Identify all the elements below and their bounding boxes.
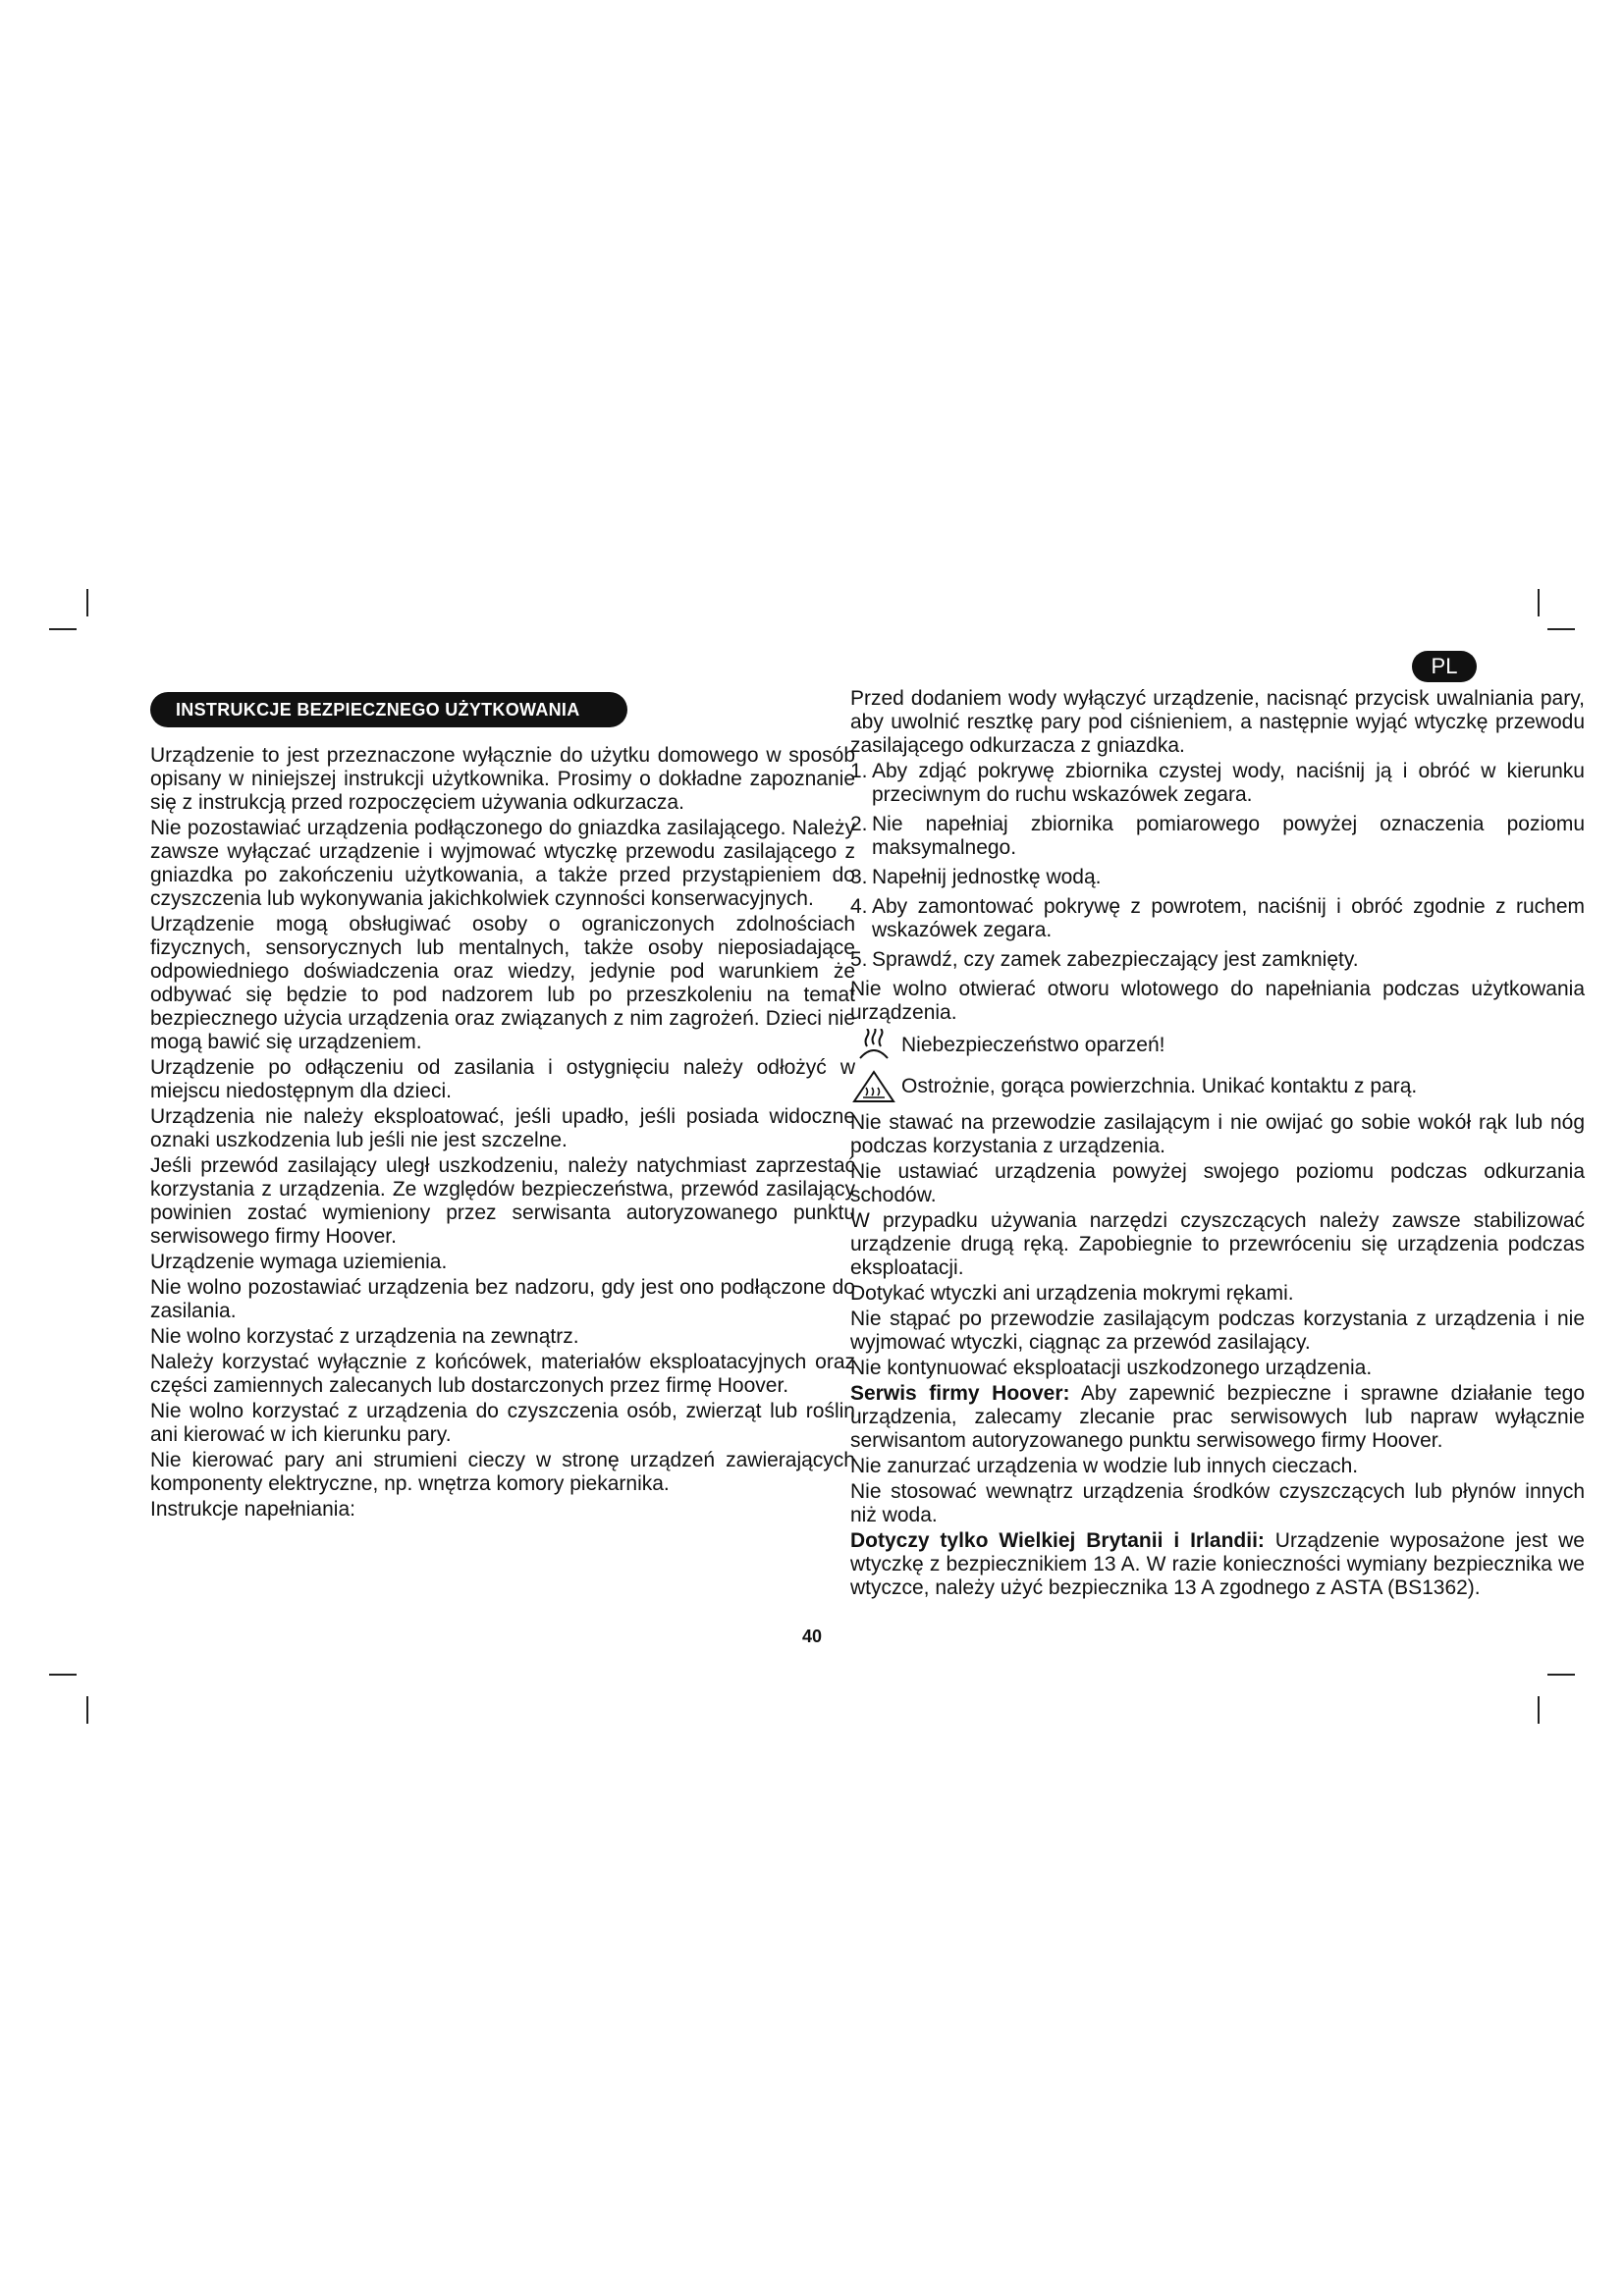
list-item <box>850 948 1585 972</box>
step-text: Aby zdjąć pokrywę zbiornika czystej wody, naciśnij ją i obróć w kierunku przeciwnym do ruchu wskazówek zegara. <box>872 760 1585 806</box>
service-paragraph <box>850 1382 1585 1453</box>
crop-mark <box>49 628 77 630</box>
warning-text: Niebezpieczeństwo oparzeń! <box>901 1034 1165 1056</box>
list-item <box>850 760 1585 807</box>
uk-paragraph <box>850 1529 1585 1600</box>
step-text: Nie napełniaj zbiornika pomiarowego powyżej oznaczenia poziomu maksymalnego. <box>872 813 1585 859</box>
steam-hand-icon <box>850 1029 897 1062</box>
uk-label: Dotyczy tylko Wielkiej Brytanii i Irlandii: <box>850 1529 1265 1552</box>
right-column <box>850 687 1585 1602</box>
paragraph: Nie ustawiać urządzenia powyżej swojego poziomu podczas odkurzania schodów. <box>850 1160 1585 1206</box>
step-number: 3. <box>850 866 868 888</box>
step-number: 1. <box>850 760 868 782</box>
paragraph: Urządzenie po odłączeniu od zasilania i ostygnięciu należy odłożyć w miejscu niedostępnym dla dzieci. <box>150 1056 855 1102</box>
hot-surface-warning <box>850 1070 1585 1103</box>
paragraph: Przed dodaniem wody wyłączyć urządzenie, nacisnąć przycisk uwalniania pary, aby uwolnić resztkę pary pod ciśnieniem, a następnie wyjąć wtyczkę przewodu zasilającego odkurzacza z gniazdka. <box>850 687 1585 757</box>
crop-mark <box>1547 628 1575 630</box>
paragraph: Należy korzystać wyłącznie z końcówek, materiałów eksploatacyjnych oraz części zamiennych zalecanych lub dostarczonych przez firmę Hoover. <box>150 1351 855 1397</box>
list-item <box>850 866 1585 889</box>
paragraph: W przypadku używania narzędzi czyszczących należy zawsze stabilizować urządzenie drugą ręką. Zapobiegnie to przewróceniu się urządzenia podczas eksploatacji. <box>850 1209 1585 1279</box>
crop-mark <box>49 1674 77 1676</box>
page-number: 40 <box>802 1627 823 1646</box>
step-number: 2. <box>850 813 868 835</box>
paragraph: Urządzenie mogą obsługiwać osoby o ograniczonych zdolnościach fizycznych, sensorycznych lub mentalnych, także osoby nieposiadające odpowiedniego doświadczenia oraz wiedzy, jedynie pod warunkiem że odbywać się będzie to pod nadzorem lub po przeszkoleniu na temat bezpiecznego użycia urządzenia oraz związanych z nim zagrożeń. Dzieci nie mogą bawić się urządzeniem. <box>150 913 855 1053</box>
paragraph: Nie kontynuować eksploatacji uszkodzonego urządzenia. <box>850 1357 1373 1379</box>
paragraph: Nie stąpać po przewodzie zasilającym podczas korzystania z urządzenia i nie wyjmować wtyczki, ciągnąc za przewód zasilający. <box>850 1308 1585 1354</box>
paragraph: Nie stosować wewnątrz urządzenia środków czyszczących lub płynów innych niż woda. <box>850 1480 1585 1526</box>
paragraph: Nie pozostawiać urządzenia podłączonego do gniazdka zasilającego. Należy zawsze wyłączać urządzenie i wyjmować wtyczkę przewodu zasilającego z gniazdka po zakończeniu użytkowania, a także przed przystąpieniem do czyszczenia lub wykonywania jakichkolwiek czynności konserwacyjnych. <box>150 817 855 910</box>
paragraph: Nie stawać na przewodzie zasilającym i nie owijać go sobie wokół rąk lub nóg podczas korzystania z urządzenia. <box>850 1111 1585 1157</box>
crop-mark <box>1538 1696 1540 1724</box>
paragraph: Urządzenie wymaga uziemienia. <box>150 1251 448 1273</box>
paragraph: Nie wolno pozostawiać urządzenia bez nadzoru, gdy jest ono podłączone do zasilania. <box>150 1276 855 1322</box>
crop-mark <box>1538 589 1540 616</box>
paragraph: Urządzenia nie należy eksploatować, jeśli upadło, jeśli posiada widoczne oznaki uszkodzenia lub jeśli nie jest szczelne. <box>150 1105 855 1151</box>
filling-instructions-heading: Instrukcje napełniania: <box>150 1498 355 1521</box>
section-title: INSTRUKCJE BEZPIECZNEGO UŻYTKOWANIA <box>150 692 627 727</box>
warning-text: Ostrożnie, gorąca powierzchnia. Unikać kontaktu z parą. <box>901 1075 1418 1097</box>
left-column <box>150 744 855 1523</box>
step-text: Napełnij jednostkę wodą. <box>872 866 1102 888</box>
paragraph: Nie zanurzać urządzenia w wodzie lub innych cieczach. <box>850 1455 1359 1477</box>
paragraph: Nie wolno korzystać z urządzenia na zewnątrz. <box>150 1325 579 1348</box>
service-label: Serwis firmy Hoover: <box>850 1382 1070 1405</box>
service-text: Aby zapewnić bezpieczne i sprawne działanie tego urządzenia, zalecamy zlecanie prac serwisowych lub napraw wyłącznie serwisantom autoryzowanego punktu serwisowego firmy Hoover. <box>850 1382 1585 1452</box>
list-item <box>850 813 1585 860</box>
paragraph: Dotykać wtyczki ani urządzenia mokrymi rękami. <box>850 1282 1294 1305</box>
paragraph: Nie kierować pary ani strumieni cieczy w stronę urządzeń zawierających komponenty elektryczne, np. wnętrza komory piekarnika. <box>150 1449 855 1495</box>
crop-mark <box>86 1696 88 1724</box>
paragraph: Urządzenie to jest przeznaczone wyłącznie do użytku domowego w sposób opisany w niniejszej instrukcji użytkownika. Prosimy o dokładne zapoznanie się z instrukcją przed rozpoczęciem używania odkurzacza. <box>150 744 855 814</box>
crop-mark <box>86 589 88 616</box>
uk-text: Urządzenie wyposażone jest we wtyczkę z bezpiecznikiem 13 A. W razie konieczności wymiany bezpiecznika we wtyczce, należy użyć bezpiecznika 13 A zgodnego z ASTA (BS1362). <box>850 1529 1585 1599</box>
crop-mark <box>1547 1674 1575 1676</box>
filling-steps-list <box>850 760 1585 972</box>
paragraph: Nie wolno otwierać otworu wlotowego do napełniania podczas użytkowania urządzenia. <box>850 978 1585 1024</box>
step-text: Aby zamontować pokrywę z powrotem, naciśnij i obróć zgodnie z ruchem wskazówek zegara. <box>872 895 1585 941</box>
step-number: 4. <box>850 895 868 918</box>
step-text: Sprawdź, czy zamek zabezpieczający jest zamknięty. <box>872 948 1359 971</box>
list-item <box>850 895 1585 942</box>
paragraph: Jeśli przewód zasilający uległ uszkodzeniu, należy natychmiast zaprzestać korzystania z urządzenia. Ze względów bezpieczeństwa, przewód zasilający powinien zostać wymieniony przez serwisanta autoryzowanego punktu serwisowego firmy Hoover. <box>150 1154 855 1248</box>
paragraph: Nie wolno korzystać z urządzenia do czyszczenia osób, zwierząt lub roślin ani kierować w ich kierunku pary. <box>150 1400 855 1446</box>
step-number: 5. <box>850 948 868 971</box>
scald-warning <box>850 1029 1585 1062</box>
language-badge: PL <box>1412 651 1477 682</box>
hot-surface-icon <box>850 1070 897 1103</box>
